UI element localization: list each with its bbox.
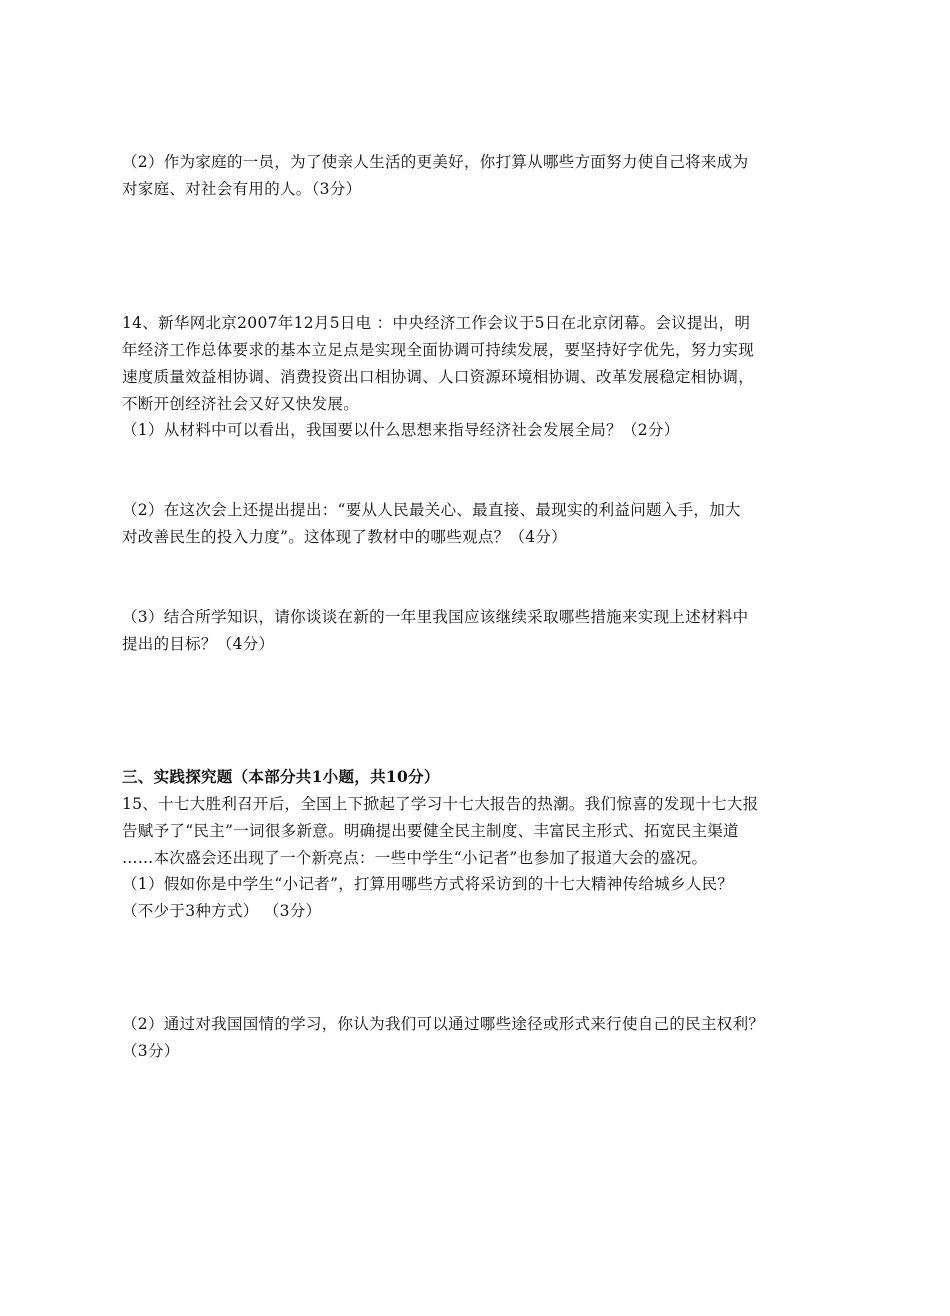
q14-stem-line2: 年经济工作总体要求的基本立足点是实现全面协调可持续发展，要坚持好字优先，努力实现	[122, 341, 755, 359]
q15-part1-line2: （不少于3种方式） （3分）	[122, 902, 322, 920]
q14-part2-line2: 对改善民生的投入力度”。这体现了教材中的哪些观点？（4分）	[122, 528, 567, 546]
q15-part2-line2: （3分）	[122, 1042, 180, 1060]
q13-part2-line1: （2）作为家庭的一员，为了使亲人生活的更美好，你打算从哪些方面努力使自己将来成为	[122, 153, 749, 171]
q14-part2-line1: （2）在这次会上还提出提出：“要从人民最关心、最直接、最现实的利益问题入手，加大	[122, 501, 741, 519]
q15-part1-line1: （1）假如你是中学生“小记者”，打算用哪些方式将采访到的十七大精神传给城乡人民？	[122, 875, 734, 893]
q15-stem-line3: ……本次盛会还出现了一个新亮点：一些中学生“小记者”也参加了报道大会的盛况。	[122, 849, 708, 867]
q14-stem-line3: 速度质量效益相协调、消费投资出口相协调、人口资源环境相协调、改革发展稳定相协调，	[122, 368, 755, 386]
q15-stem-line2: 告赋予了“民主”一词很多新意。明确提出要健全民主制度、丰富民主形式、拓宽民主渠道	[122, 822, 739, 840]
q14-part3-line2: 提出的目标？（4分）	[122, 635, 275, 653]
q14-part1-line1: （1）从材料中可以看出，我国要以什么思想来指导经济社会发展全局？（2分）	[122, 421, 680, 439]
q14-part3-line1: （3）结合所学知识，请你谈谈在新的一年里我国应该继续采取哪些措施来实现上述材料中	[122, 608, 749, 626]
q14-stem-line4: 不断开创经济社会又好又快发展。	[122, 395, 360, 413]
q14-stem-line1: 14、新华网北京2007年12月5日电 ：中央经济工作会议于5日在北京闭幕。会议提出，明	[122, 314, 751, 332]
q15-stem-line1: 15、十七大胜利召开后，全国上下掀起了学习十七大报告的热潮。我们惊喜的发现十七大报	[122, 795, 759, 813]
q15-part2-line1: （2）通过对我国国情的学习，你认为我们可以通过哪些途径或形式来行使自己的民主权利？	[122, 1015, 765, 1033]
q13-part2-line2: 对家庭、对社会有用的人。（3分）	[122, 180, 362, 198]
section3-heading: 三、实践探究题（本部分共1小题，共10分）	[122, 767, 440, 786]
